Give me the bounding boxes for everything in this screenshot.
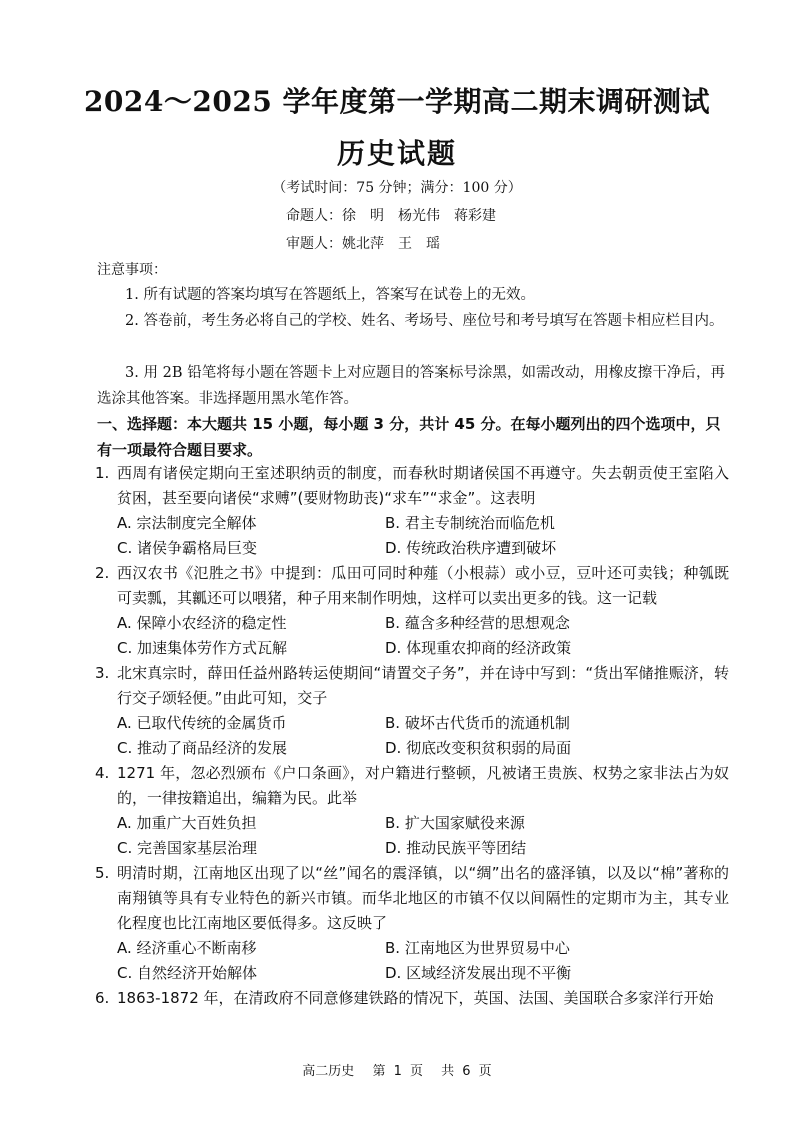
- question-2: [95, 561, 729, 661]
- question-number: 2.: [95, 564, 110, 582]
- question-3: [95, 661, 729, 761]
- question-stem: 西汉农书《氾胜之书》中提到：瓜田可同时种薤（小根蒜）或小豆，豆叶还可卖钱；种瓠既可卖瓢，其瓤还可以喂猪，种子用来制作明烛，这样可以卖出更多的钱。这一记载: [117, 564, 729, 607]
- exam-title: 2024～2025 学年度第一学期高二期末调研测试: [83, 85, 711, 118]
- option-group: [117, 811, 729, 861]
- option-d: D. 彻底改变积贫积弱的局面: [385, 739, 572, 757]
- page-footer: [0, 1060, 794, 1079]
- option-a: A. 加重广大百姓负担: [117, 814, 257, 832]
- footer-total-pages: 共 6 页: [441, 1064, 492, 1079]
- question-number: 5.: [95, 864, 110, 882]
- option-a: A. 保障小农经济的稳定性: [117, 614, 287, 632]
- question-number: 4.: [95, 764, 110, 782]
- footer-page-number: 第 1 页: [372, 1064, 423, 1079]
- question-stem: 1863-1872 年，在清政府不同意修建铁路的情况下，英国、法国、美国联合多家洋行开始: [117, 989, 714, 1007]
- question-reviewers: 审题人：姚北萍 王 瑶: [286, 236, 440, 252]
- notice-item-1: 1. 所有试题的答案均填写在答题纸上，答案写在试卷上的无效。: [125, 287, 535, 303]
- subject-title: 历史试题: [336, 137, 457, 170]
- option-a: A. 已取代传统的金属货币: [117, 714, 287, 732]
- option-b: B. 蕴含多种经营的思想观念: [385, 614, 570, 632]
- option-group: [117, 611, 729, 661]
- option-b: B. 扩大国家赋役来源: [385, 814, 525, 832]
- question-number: 3.: [95, 664, 110, 682]
- question-stem: 1271 年，忽必烈颁布《户口条画》，对户籍进行整顿，凡被诸王贵族、权势之家非法占为奴的，一律按籍追出，编籍为民。此举: [117, 764, 729, 807]
- option-b: B. 江南地区为世界贸易中心: [385, 939, 570, 957]
- footer-subject: 高二历史: [302, 1064, 355, 1079]
- option-c: C. 完善国家基层治理: [117, 839, 258, 857]
- question-number: 6.: [95, 989, 110, 1007]
- question-stem: 明清时期，江南地区出现了以“丝”闻名的震泽镇，以“绸”出名的盛泽镇，以及以“棉”著称的南翔镇等具有专业特色的新兴市镇。而华北地区的市镇不仅以间隔性的定期市为主，其专业化程度也比江南地区要低得多。这反映了: [117, 864, 729, 932]
- section-heading: [97, 411, 727, 463]
- question-4: [95, 761, 729, 861]
- notice-item-2: 2. 答卷前，考生务必将自己的学校、姓名、考场号、座位号和考号填写在答题卡相应栏目内。: [125, 313, 724, 329]
- question-stem: 北宋真宗时，薛田任益州路转运使期间“请置交子务”，并在诗中写到：“货出军储推赈济，转行交子颂轻便。”由此可知，交子: [117, 664, 729, 707]
- option-c: C. 诸侯争霸格局巨变: [117, 539, 258, 557]
- question-1: [95, 461, 729, 561]
- section-heading-text: 一、选择题：本大题共 15 小题，每小题 3 分，共计 45 分。在每小题列出的四个选项中，只有一项最符合题目要求。: [97, 415, 721, 459]
- option-d: D. 传统政治秩序遭到破坏: [385, 539, 557, 557]
- option-c: C. 推动了商品经济的发展: [117, 739, 288, 757]
- notice-item-3: 3. 用 2B 铅笔将每小题在答题卡上对应题目的答案标号涂黑，如需改动，用橡皮擦干净后，再选涂其他答案。非选择题用黑水笔作答。: [97, 365, 725, 407]
- option-d: D. 推动民族平等团结: [385, 839, 527, 857]
- question-stem: 西周有诸侯定期向王室述职纳贡的制度，而春秋时期诸侯国不再遵守。失去朝贡使王室陷入贫困，甚至要向诸侯“求赙”(要财物助丧)“求车”“求金”。这表明: [117, 464, 729, 507]
- notice-heading: 注意事项：: [97, 262, 167, 278]
- question-number: 1.: [95, 464, 110, 482]
- option-group: [117, 511, 729, 561]
- option-a: A. 宗法制度完全解体: [117, 514, 257, 532]
- option-c: C. 自然经济开始解体: [117, 964, 258, 982]
- question-setters: 命题人：徐 明 杨光伟 蒋彩建: [286, 208, 496, 224]
- option-a: A. 经济重心不断南移: [117, 939, 257, 957]
- exam-time-score: （考试时间：75 分钟；满分：100 分）: [272, 180, 522, 196]
- question-6: [95, 986, 729, 1011]
- option-b: B. 君主专制统治而临危机: [385, 514, 555, 532]
- option-d: D. 区域经济发展出现不平衡: [385, 964, 572, 982]
- option-group: [117, 711, 729, 761]
- question-5: [95, 861, 729, 986]
- option-b: B. 破坏古代货币的流通机制: [385, 714, 570, 732]
- option-c: C. 加速集体劳作方式瓦解: [117, 639, 288, 657]
- option-group: [117, 936, 729, 986]
- option-d: D. 体现重农抑商的经济政策: [385, 639, 572, 657]
